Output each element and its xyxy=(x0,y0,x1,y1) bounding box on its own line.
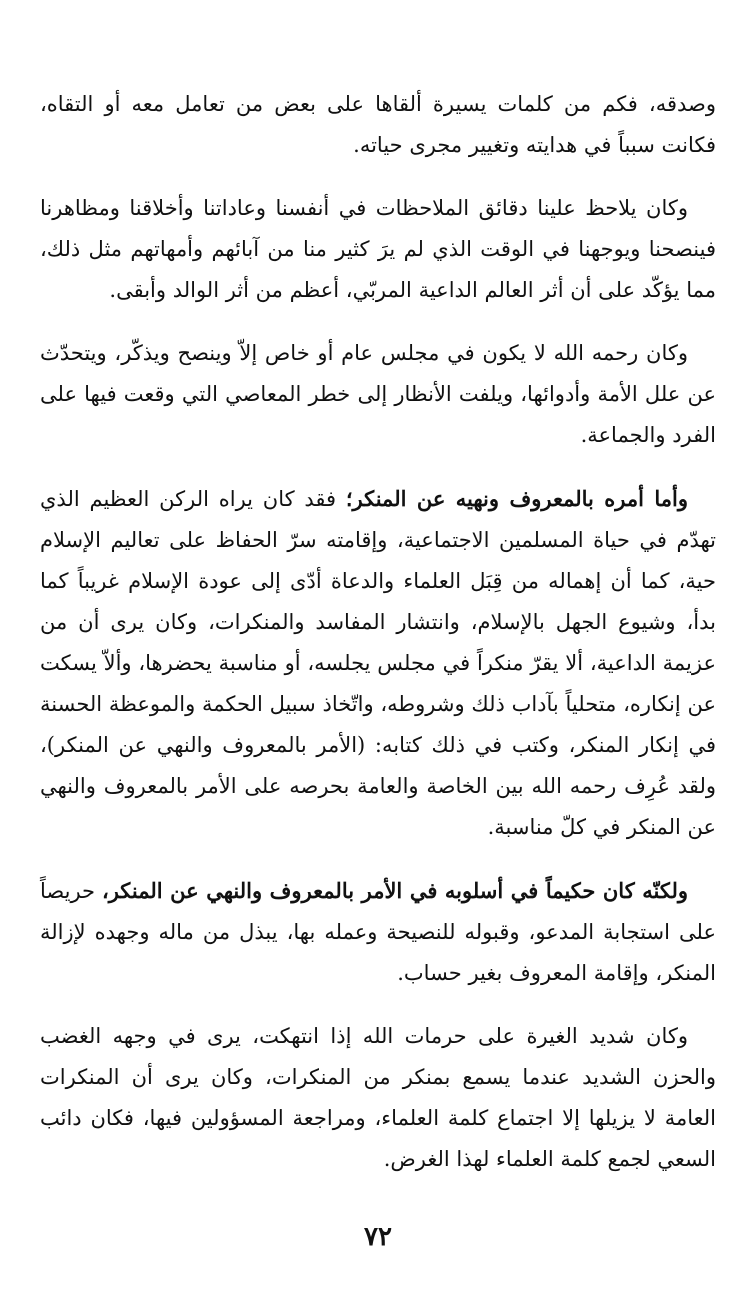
paragraph-6 xyxy=(40,1016,716,1180)
paragraph-4-lead: وأما أمره بالمعروف ونهيه عن المنكر؛ xyxy=(345,486,688,511)
paragraph-5 xyxy=(40,870,716,994)
page-number: ٧٢ xyxy=(364,1222,392,1252)
paragraph-4 xyxy=(40,478,716,848)
paragraph-3 xyxy=(40,333,716,456)
paragraph-2-text: وكان يلاحظ علينا دقائق الملاحظات في أنفسنا وعاداتنا وأخلاقنا ومظاهرنا فينصحنا ويوجهنا في الوقت الذي لم يرَ كثير منا من آبائهم وأمهاتهم مثل ذلك، مما يؤكّد على أن أثر العالم الداعية المربّي، أعظم من أثر الوالد وأبقى. xyxy=(40,196,716,302)
paragraph-1-text: وصدقه، فكم من كلمات يسيرة ألقاها على بعض من تعامل معه أو التقاه، فكانت سبباً في هدايته وتغيير مجرى حياته. xyxy=(40,92,716,157)
paragraph-4-text: فقد كان يراه الركن العظيم الذي تهدّم في حياة المسلمين الاجتماعية، وإقامته سرّ الحفاظ على تعاليم الإسلام حية، كما أن إهماله من قِبَل العلماء والدعاة أدّى إلى عودة الإسلام غريباً كما بدأ، وشيوع الجهل بالإسلام، وانتشار المفاسد والمنكرات، وكان يرى أن من عزيمة الداعية، ألا يقرّ منكراً في مجلس يجلسه، أو مناسبة يحضرها، وألاّ يسكت عن إنكاره، متحلياً بآداب ذلك وشروطه، واتّخاذ سبيل الحكمة والموعظة الحسنة في إنكار المنكر، وكتب في ذلك كتابه: (الأمر بالمعروف والنهي عن المنكر)، ولقد عُرِف رحمه الله بين الخاصة والعامة بحرصه على الأمر بالمعروف والنهي عن المنكر في كلّ مناسبة. xyxy=(40,487,716,839)
paragraph-5-lead: ولكنّه كان حكيماً في أسلوبه في الأمر بالمعروف والنهي عن المنكر، xyxy=(101,878,688,903)
paragraph-5-text: حريصاً على استجابة المدعو، وقبوله للنصيحة وعمله بها، يبذل من ماله وجهده لإزالة المنكر، وإقامة المعروف بغير حساب. xyxy=(40,879,716,985)
paragraph-3-text: وكان رحمه الله لا يكون في مجلس عام أو خاص إلاّ وينصح ويذكّر، ويتحدّث عن علل الأمة وأدوائها، ويلفت الأنظار إلى خطر المعاصي التي وقعت فيها على الفرد والجماعة. xyxy=(40,341,716,447)
paragraph-2 xyxy=(40,188,716,311)
paragraph-1 xyxy=(40,84,716,166)
paragraph-6-text: وكان شديد الغيرة على حرمات الله إذا انتهكت، يرى في وجهه الغضب والحزن الشديد عندما يسمع بمنكر من المنكرات، وكان يرى أن المنكرات العامة لا يزيلها إلا اجتماع كلمة العلماء، ومراجعة المسؤولين فيها، فكان دائب السعي لجمع كلمة العلماء لهذا الغرض. xyxy=(40,1024,716,1171)
